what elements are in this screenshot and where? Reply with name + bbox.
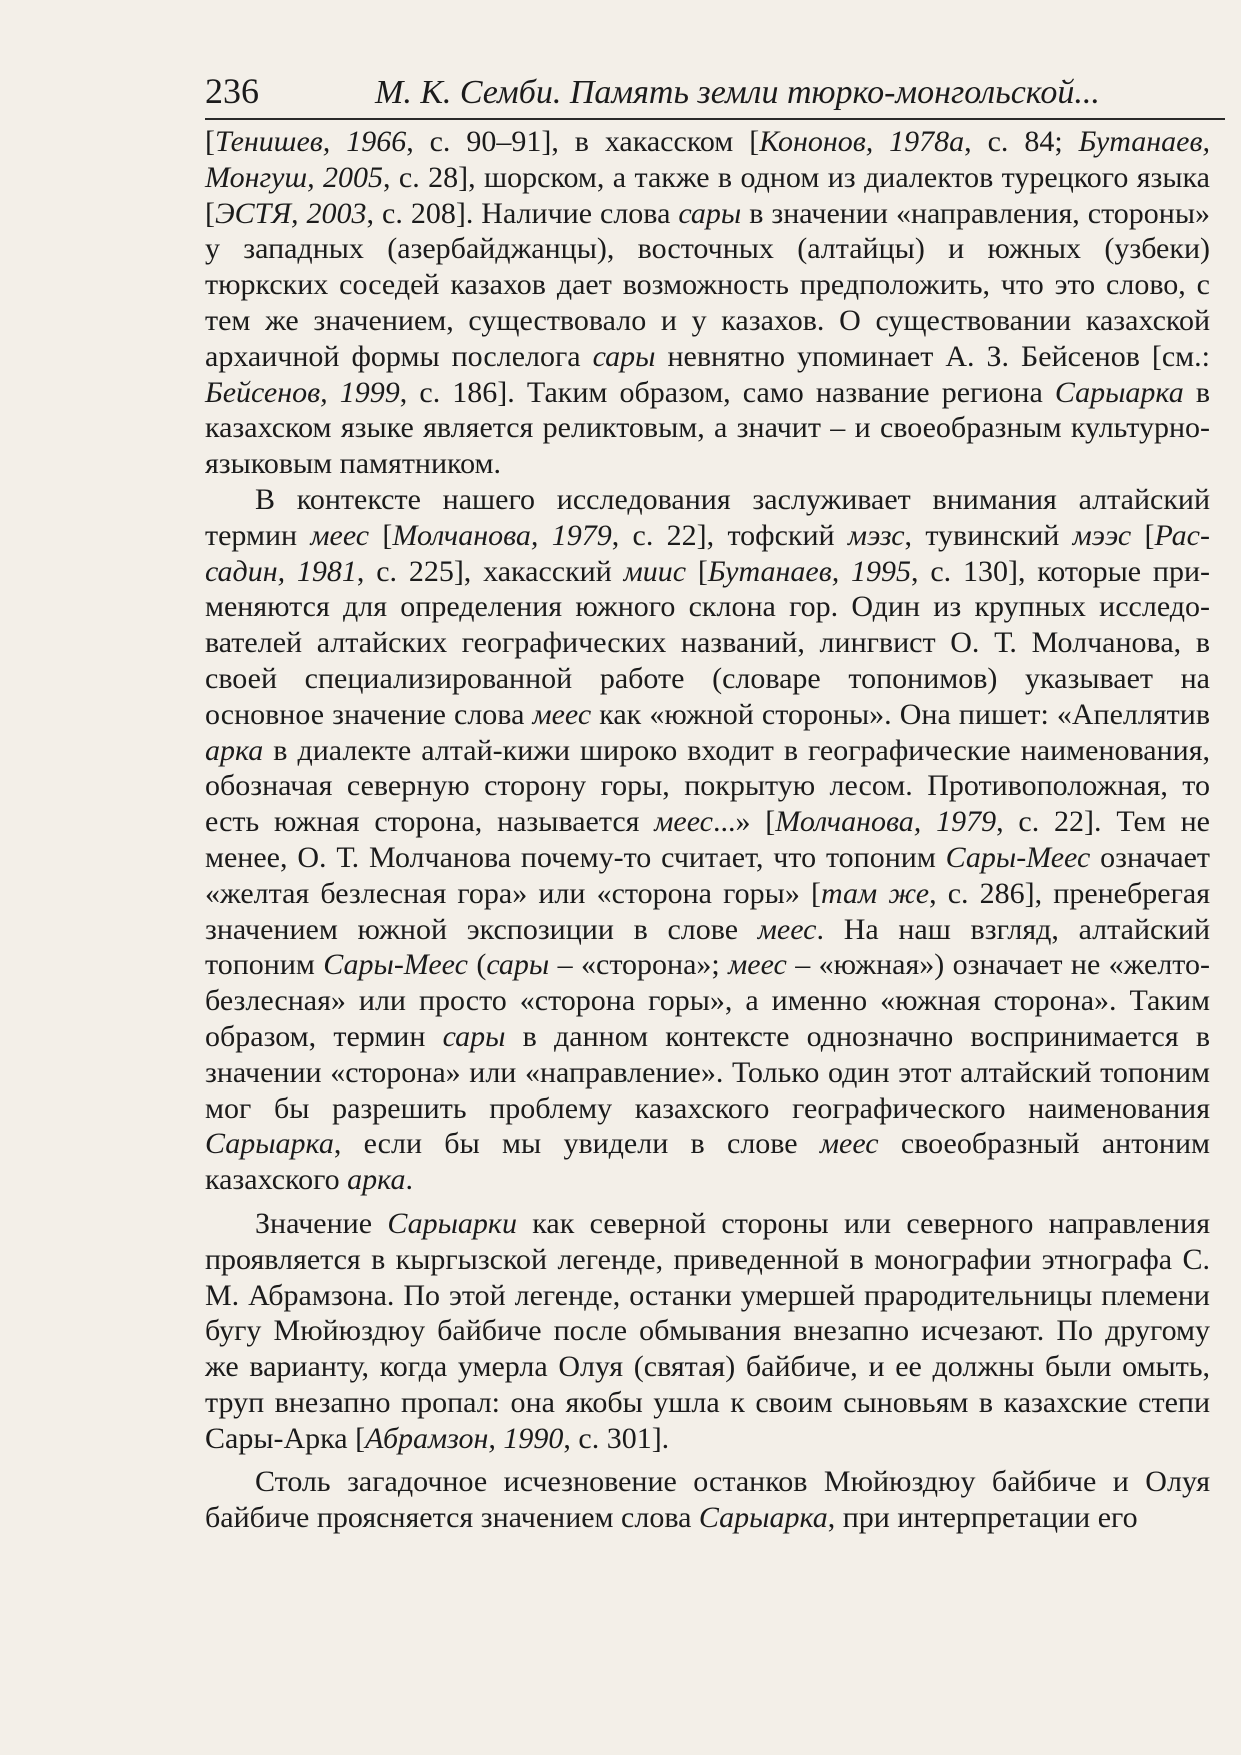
text-segment: ...» [ bbox=[712, 805, 776, 839]
page-number: 236 bbox=[205, 71, 259, 111]
italic-segment: меес bbox=[819, 1127, 879, 1161]
text-segment: в казахском языке является реликтовым, а значит – и своеобразным культурно-языковым памятником. bbox=[205, 375, 1210, 481]
italic-segment: Кононов, 1978а bbox=[759, 125, 965, 158]
text-segment: невнятно упоминает А. З. Бейсенов [см.: bbox=[655, 339, 1210, 373]
italic-segment: Бутанаев, Монгуш, 2005 bbox=[205, 125, 1210, 194]
text-segment: . На наш взгляд, алтайский топоним bbox=[205, 912, 1210, 982]
text-segment: , с. 208]. Наличие слова bbox=[366, 196, 679, 230]
text-segment: , с. 84; bbox=[964, 125, 1079, 158]
italic-segment: меес bbox=[728, 948, 787, 982]
paragraph bbox=[205, 124, 1210, 482]
running-title: М. К. Семби. Память земли тюрко-монгольской... bbox=[375, 74, 1100, 111]
text-segment: , с. 186]. Таким образом, само название региона bbox=[399, 375, 1055, 409]
text-segment: Столь загадочное исчезновение останков Мюйюздюу байбиче и Олуя байбиче проясняется значением слова bbox=[205, 1465, 1210, 1535]
italic-segment: меес bbox=[532, 697, 592, 731]
text-segment: как северной стороны или северного направления проявляется в кыргызской легенде, приведенной в монографии этнографа С. М. Абрамзона. По этой легенде, останки умершей прародительницы племени бугу Мюйюздюу байбиче после обмывания внезапно исчезают. По другому же варианту, когда умерла Олуя (святая) байбиче, и ее должны были омыть, труп внезапно пропал: она якобы ушла к своим сыновьям в казахские степи Сары-Арка [ bbox=[205, 1206, 1210, 1455]
italic-segment: Сарыарка bbox=[1054, 375, 1184, 409]
text-segment: , с. 90–91], в хакасском [ bbox=[406, 125, 760, 158]
text-segment: Значение bbox=[255, 1206, 388, 1240]
text-segment: , с. 28], шорском, а также в одном из диалектов турецкого языка [ bbox=[205, 160, 1210, 230]
italic-segment: Сарыарка bbox=[698, 1501, 828, 1535]
body-text bbox=[205, 124, 1210, 1536]
text-segment: , с. 286], пренебрегая значением южной экспозиции в слове bbox=[205, 876, 1210, 946]
text-segment: в значении «направления, стороны» у западных (азербайджанцы), восточных (алтайцы) и южных (узбеки) тюркских соседей казахов дает возможность предположить, что это слово, с тем же значением, существовало и у казахов. О существовании казахской архаичной формы послелога bbox=[205, 196, 1210, 373]
italic-segment: арка bbox=[347, 1163, 406, 1197]
text-segment: , тувинский bbox=[904, 518, 1073, 552]
italic-segment: арка bbox=[205, 733, 264, 767]
italic-segment: миис bbox=[623, 554, 687, 588]
italic-segment: Молчанова, 1979 bbox=[392, 518, 612, 552]
text-segment: , с. 22]. Тем не менее, О. Т. Молчанова почему-то считает, что топоним bbox=[205, 805, 1210, 874]
italic-segment: Сарыарка bbox=[205, 1127, 334, 1161]
text-segment: [ bbox=[1131, 518, 1155, 552]
italic-segment: меес bbox=[757, 912, 817, 946]
italic-segment: там же bbox=[820, 876, 930, 910]
italic-segment: Бейсенов, 1999 bbox=[205, 375, 400, 409]
text-segment: – «сторона»; bbox=[549, 948, 729, 982]
text-segment: означает «желтая безлесная гора» или «сторона горы» [ bbox=[205, 840, 1210, 910]
text-segment: в данном контексте однозначно воспринимается в значении «сторона» или «направление». Только один этот алтайский топоним мог бы разрешить проблему казахского географического наименования bbox=[205, 1019, 1210, 1125]
text-segment: – «южная») означает не «желто-безлесная» или просто «сторона горы», а именно «южная сторона». Таким образом, термин bbox=[205, 948, 1210, 1053]
italic-segment: меес bbox=[654, 805, 713, 839]
italic-segment: Рассадин, 1981 bbox=[205, 518, 1210, 588]
page-header bbox=[205, 70, 1225, 120]
italic-segment: Сарыарки bbox=[387, 1206, 517, 1240]
text-segment: [ bbox=[686, 554, 708, 588]
italic-segment: мээс bbox=[1072, 518, 1132, 552]
italic-segment: сары bbox=[486, 948, 550, 982]
italic-segment: Абрамзон, 1990 bbox=[365, 1421, 564, 1455]
italic-segment: меес bbox=[310, 518, 370, 552]
italic-segment: Сары-Меес bbox=[323, 948, 468, 982]
text-segment: как «южной стороны». Она пишет: «Апеллятив bbox=[591, 697, 1210, 731]
text-segment: в диалекте алтай-кижи широко входит в географические наименования, обозначая северную сторону горы, покрытую лесом. Противоположная, то есть южная сторона, называется bbox=[205, 733, 1210, 839]
italic-segment: сары bbox=[442, 1019, 506, 1053]
text-segment: [ bbox=[205, 125, 215, 158]
italic-segment: Тенишев, 1966 bbox=[215, 125, 407, 158]
text-segment: , при интерпретации его bbox=[827, 1501, 1138, 1535]
italic-segment: Бутанаев, 1995 bbox=[707, 554, 912, 588]
text-segment: ( bbox=[467, 948, 487, 982]
text-segment: , с. 22], тофский bbox=[611, 518, 848, 552]
text-segment: , с. 130], которые применяются для определения южного склона гор. Один из крупных исследователей алтайских географических названий, лингвист О. Т. Молчанова, в своей специализированной работе (словаре топонимов) указывает на основное значение слова bbox=[205, 554, 1210, 731]
italic-segment: Сары-Меес bbox=[945, 840, 1091, 874]
italic-segment: сары bbox=[678, 196, 742, 230]
paragraph bbox=[205, 1206, 1210, 1457]
text-segment: [ bbox=[369, 518, 393, 552]
text-segment: своеобразный антоним казахского bbox=[205, 1127, 1210, 1197]
text-segment: . bbox=[405, 1163, 413, 1197]
text-segment: , если бы мы увидели в слове bbox=[333, 1127, 820, 1161]
text-segment: , с. 301]. bbox=[563, 1421, 670, 1455]
italic-segment: Молчанова, 1979 bbox=[775, 805, 997, 839]
paragraph bbox=[205, 482, 1210, 1198]
paragraph bbox=[205, 1464, 1210, 1536]
text-segment: , с. 225], хакасский bbox=[356, 554, 624, 588]
italic-segment: мэзс bbox=[847, 518, 905, 552]
italic-segment: сары bbox=[592, 339, 656, 373]
italic-segment: ЭСТЯ, 2003 bbox=[215, 196, 367, 230]
text-segment: В контексте нашего исследования заслуживает внимания алтайский термин bbox=[205, 482, 1210, 552]
